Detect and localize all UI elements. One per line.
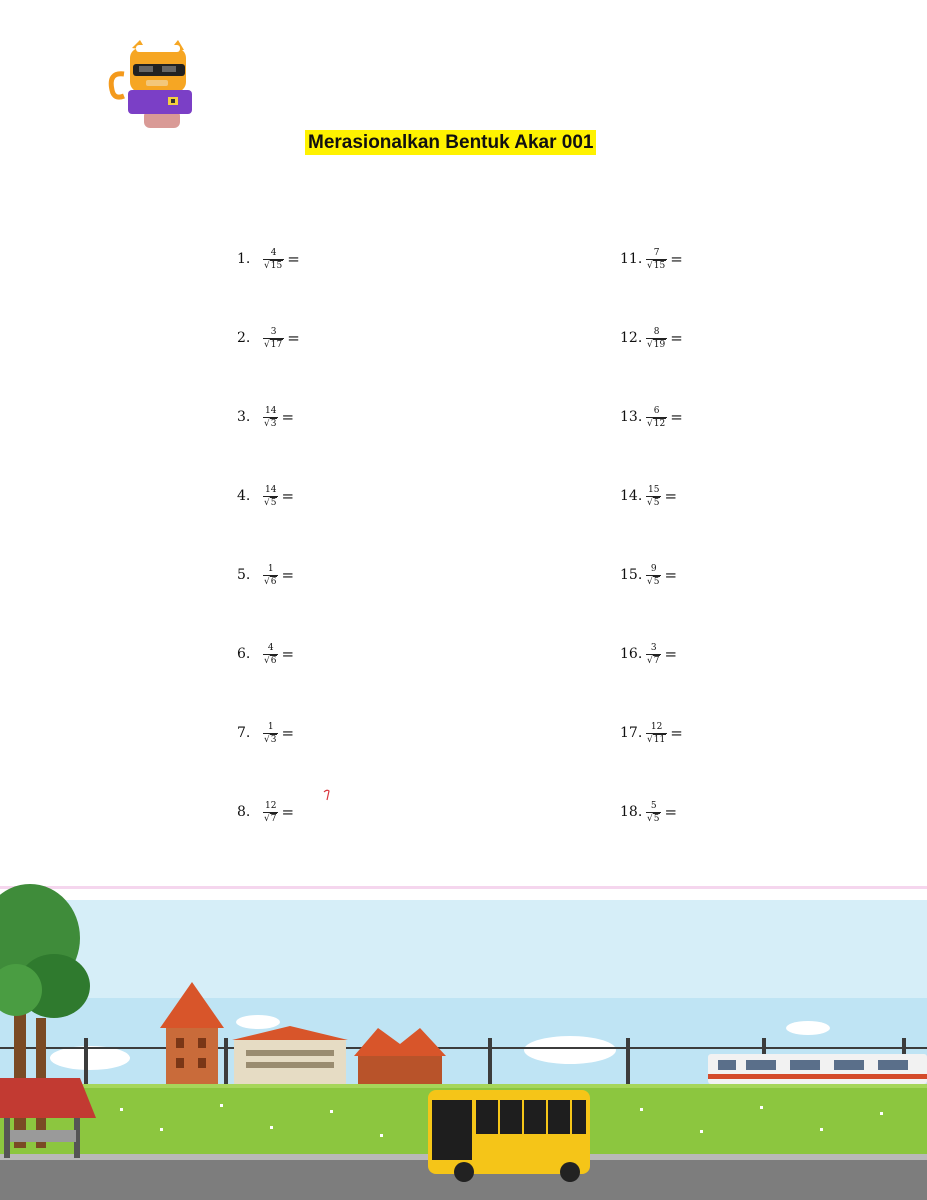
denominator	[646, 259, 667, 271]
fraction	[646, 406, 667, 429]
denominator	[263, 575, 278, 587]
radicand: 11	[653, 734, 666, 745]
denominator	[646, 733, 667, 745]
radical-sign: √	[264, 418, 270, 429]
problem-number: 15.	[620, 567, 643, 583]
radical-sign: √	[264, 655, 270, 666]
problem-item	[237, 481, 294, 511]
numerator: 8	[653, 326, 660, 337]
cat-mascot-icon	[106, 38, 198, 130]
numerator: 4	[267, 642, 274, 653]
radicand: 3	[270, 734, 277, 745]
fraction	[263, 801, 278, 824]
radical-sign: √	[647, 813, 653, 824]
numerator: 12	[650, 721, 663, 732]
fraction	[646, 248, 667, 271]
radical-sign: √	[647, 497, 653, 508]
numerator: 4	[270, 247, 277, 258]
problem-number: 8.	[237, 804, 251, 820]
equals-sign: =	[281, 566, 295, 584]
radical-sign: √	[647, 260, 653, 271]
equals-sign: =	[670, 329, 683, 347]
numerator: 1	[267, 721, 274, 732]
problem-number: 3.	[237, 409, 251, 425]
equals-sign: =	[281, 408, 295, 426]
problem-number: 2.	[237, 330, 251, 346]
problem-item	[620, 244, 683, 274]
radical-sign: √	[264, 260, 270, 271]
fraction	[263, 722, 278, 745]
radical-sign: √	[264, 339, 270, 350]
denominator	[646, 496, 661, 508]
problem-number: 14.	[620, 488, 643, 504]
denominator	[263, 733, 278, 745]
numerator: 15	[648, 484, 660, 495]
red-pen-mark	[322, 788, 332, 802]
equals-sign: =	[664, 487, 678, 505]
equals-sign: =	[664, 566, 678, 584]
radicand: 5	[270, 497, 277, 508]
radicand: 5	[653, 497, 660, 508]
page-title: Merasionalkan Bentuk Akar 001	[305, 130, 596, 155]
problem-number: 5.	[237, 567, 251, 583]
train-icon	[708, 1054, 927, 1084]
fraction	[646, 722, 667, 745]
equals-sign: =	[281, 645, 295, 663]
radical-sign: √	[264, 497, 270, 508]
fraction	[263, 248, 284, 271]
problem-number: 13.	[620, 409, 643, 425]
radicand: 19	[653, 339, 666, 350]
numerator: 12	[265, 800, 277, 811]
numerator: 14	[265, 405, 277, 416]
radicand: 15	[653, 260, 666, 271]
equals-sign: =	[281, 724, 295, 742]
problem-number: 6.	[237, 646, 251, 662]
numerator: 5	[650, 800, 657, 811]
radical-sign: √	[264, 813, 270, 824]
equals-sign: =	[281, 487, 295, 505]
problem-number: 4.	[237, 488, 251, 504]
numerator: 3	[270, 326, 277, 337]
equals-sign: =	[670, 408, 683, 426]
yellow-bus-icon	[428, 1090, 590, 1182]
problem-number: 11.	[620, 251, 643, 267]
numerator: 3	[650, 642, 657, 653]
numerator: 1	[267, 563, 274, 574]
problem-item	[237, 639, 294, 669]
city-street-scene	[0, 878, 927, 1200]
denominator	[646, 338, 667, 350]
denominator	[263, 338, 284, 350]
radicand: 3	[270, 418, 277, 429]
problem-item	[620, 402, 683, 432]
denominator	[646, 654, 661, 666]
radicand: 7	[653, 655, 660, 666]
numerator: 14	[265, 484, 277, 495]
equals-sign: =	[281, 803, 295, 821]
equals-sign: =	[664, 803, 678, 821]
numerator: 9	[650, 563, 657, 574]
radical-sign: √	[647, 576, 653, 587]
problem-item	[620, 481, 677, 511]
radical-sign: √	[647, 418, 653, 429]
denominator	[646, 575, 661, 587]
radicand: 6	[270, 576, 277, 587]
numerator: 6	[653, 405, 660, 416]
radicand: 17	[270, 339, 283, 350]
radicand: 12	[653, 418, 666, 429]
denominator	[263, 812, 278, 824]
problem-item	[620, 797, 677, 827]
radical-sign: √	[264, 576, 270, 587]
denominator	[263, 259, 284, 271]
equals-sign: =	[664, 645, 678, 663]
problem-number: 1.	[237, 251, 251, 267]
equals-sign: =	[287, 329, 300, 347]
radical-sign: √	[647, 734, 653, 745]
denominator	[646, 417, 667, 429]
radicand: 6	[270, 655, 277, 666]
equals-sign: =	[670, 724, 683, 742]
problem-item	[237, 323, 300, 353]
fraction	[263, 643, 278, 666]
problem-item	[237, 560, 294, 590]
fraction	[263, 564, 278, 587]
problem-item	[620, 639, 677, 669]
fraction	[263, 327, 284, 350]
problem-item	[620, 323, 683, 353]
fraction	[646, 801, 661, 824]
problem-number: 12.	[620, 330, 643, 346]
problem-item	[620, 718, 683, 748]
equals-sign: =	[670, 250, 683, 268]
fraction	[263, 406, 278, 429]
fraction	[646, 564, 661, 587]
radicand: 5	[653, 813, 660, 824]
problem-number: 16.	[620, 646, 643, 662]
problem-item	[620, 560, 677, 590]
radicand: 7	[270, 813, 277, 824]
fraction	[646, 485, 661, 508]
fraction	[263, 485, 278, 508]
problem-item	[237, 244, 300, 274]
problem-item	[237, 797, 294, 827]
denominator	[263, 417, 278, 429]
numerator: 7	[653, 247, 660, 258]
problem-item	[237, 718, 294, 748]
denominator	[263, 496, 278, 508]
radical-sign: √	[264, 734, 270, 745]
problem-number: 7.	[237, 725, 251, 741]
radicand: 15	[270, 260, 283, 271]
problem-item	[237, 402, 294, 432]
radicand: 5	[653, 576, 660, 587]
problem-number: 17.	[620, 725, 643, 741]
radical-sign: √	[647, 655, 653, 666]
problem-number: 18.	[620, 804, 643, 820]
fraction	[646, 643, 661, 666]
equals-sign: =	[287, 250, 300, 268]
radical-sign: √	[647, 339, 653, 350]
fraction	[646, 327, 667, 350]
denominator	[646, 812, 661, 824]
denominator	[263, 654, 278, 666]
